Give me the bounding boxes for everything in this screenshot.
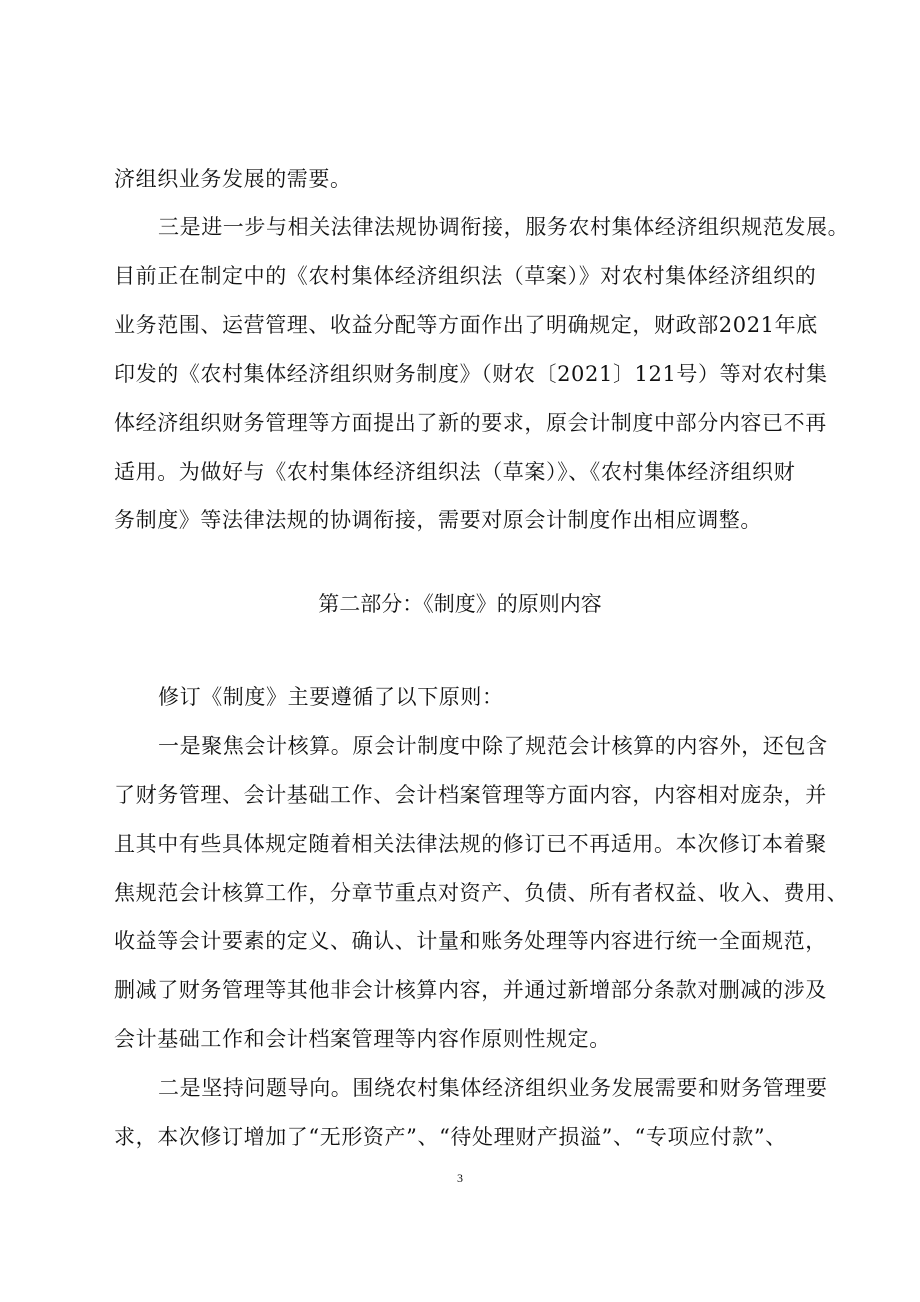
paragraph-line: 修订《制度》主要遵循了以下原则： bbox=[158, 685, 504, 709]
paragraph-line: 收益等会计要素的定义、确认、计量和账务处理等内容进行统一全面规范， bbox=[114, 929, 827, 953]
paragraph-line: 务制度》等法律法规的协调衔接，需要对原会计制度作出相应调整。 bbox=[114, 508, 762, 532]
paragraph-line: 求，本次修订增加了“无形资产”、“待处理财产损溢”、“专项应付款”、 bbox=[114, 1125, 787, 1149]
paragraph-line: 业务范围、运营管理、收益分配等方面作出了明确规定，财政部2021年底 bbox=[114, 313, 818, 337]
paragraph-line: 目前正在制定中的《农村集体经济组织法（草案）》对农村集体经济组织的 bbox=[114, 264, 817, 288]
paragraph-line: 了财务管理、会计基础工作、会计档案管理等方面内容，内容相对庞杂，并 bbox=[114, 783, 827, 807]
paragraph-line: 会计基础工作和会计档案管理等内容作原则性规定。 bbox=[114, 1027, 611, 1051]
paragraph-line: 焦规范会计核算工作，分章节重点对资产、负债、所有者权益、收入、费用、 bbox=[114, 881, 849, 905]
paragraph-line: 印发的《农村集体经济组织财务制度》（财农〔2021〕121号）等对农村集 bbox=[114, 362, 828, 386]
paragraph-line: 体经济组织财务管理等方面提出了新的要求，原会计制度中部分内容已不再 bbox=[114, 411, 827, 435]
paragraph-line: 适用。为做好与《农村集体经济组织法（草案）》、《农村集体经济组织财 bbox=[114, 460, 796, 484]
paragraph-line: 删减了财务管理等其他非会计核算内容，并通过新增部分条款对删减的涉及 bbox=[114, 978, 827, 1002]
paragraph-line: 二是坚持问题导向。围绕农村集体经济组织业务发展需要和财务管理要 bbox=[158, 1076, 828, 1100]
page-number: 3 bbox=[457, 1171, 463, 1185]
section-title: 第二部分：《制度》的原则内容 bbox=[318, 592, 602, 616]
paragraph-line: 三是进一步与相关法律法规协调衔接，服务农村集体经济组织规范发展。 bbox=[158, 215, 850, 239]
paragraph-line: 济组织业务发展的需要。 bbox=[114, 167, 352, 191]
paragraph-line: 且其中有些具体规定随着相关法律法规的修订已不再适用。本次修订本着聚 bbox=[114, 832, 827, 856]
paragraph-line: 一是聚焦会计核算。原会计制度中除了规范会计核算的内容外，还包含 bbox=[158, 734, 828, 758]
